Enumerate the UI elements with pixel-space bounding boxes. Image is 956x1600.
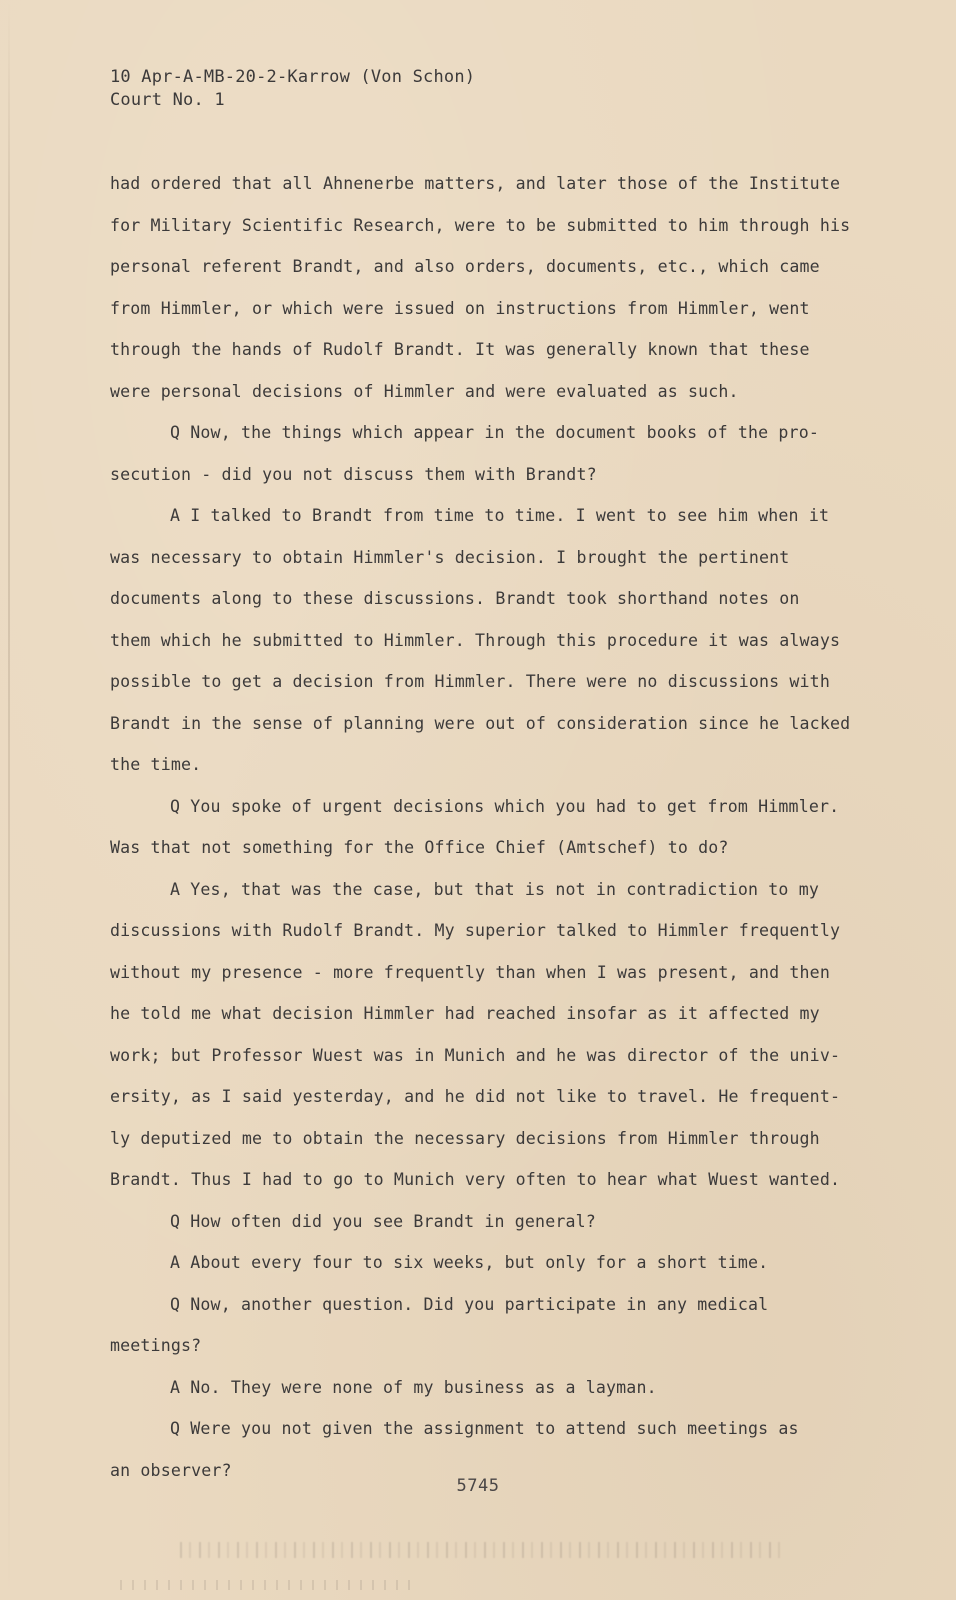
transcript-line: through the hands of Rudolf Brandt. It was generally known that these <box>110 340 810 359</box>
transcript-line: discussions with Rudolf Brandt. My superior talked to Himmler frequently <box>110 921 841 940</box>
transcript-line: had ordered that all Ahnenerbe matters, and later those of the Institute <box>110 174 841 193</box>
transcript-line: documents along to these discussions. Brandt took shorthand notes on <box>110 589 800 608</box>
transcript-line: A I talked to Brandt from time to time. I went to see him when it <box>170 506 830 525</box>
transcript-line: he told me what decision Himmler had reached insofar as it affected my <box>110 1004 820 1023</box>
document-header <box>110 66 475 112</box>
transcript-line: ly deputized me to obtain the necessary decisions from Himmler through <box>110 1128 820 1148</box>
bleed-through-smudge <box>180 1542 780 1558</box>
transcript-line: possible to get a decision from Himmler. There were no discussions with <box>110 672 830 691</box>
transcript-line: Was that not something for the Office Chief (Amtschef) to do? <box>110 838 729 857</box>
transcript-line: ersity, as I said yesterday, and he did not like to travel. He frequent- <box>110 1087 841 1106</box>
transcript-line: for Military Scientific Research, were to be submitted to him through his <box>110 215 851 235</box>
transcript-line: was necessary to obtain Himmler's decision. I brought the pertinent <box>110 547 790 567</box>
transcript-line: personal referent Brandt, and also orders, documents, etc., which came <box>110 257 820 276</box>
transcript-line: Q How often did you see Brandt in general? <box>170 1211 596 1231</box>
transcript-line: A No. They were none of my business as a layman. <box>170 1377 657 1397</box>
transcript-line: Q Now, another question. Did you participate in any medical <box>170 1294 769 1314</box>
transcript-line: A Yes, that was the case, but that is not in contradiction to my <box>170 879 819 899</box>
header-case-line: 10 Apr-A-MB-20-2-Karrow (Von Schon) <box>110 67 476 87</box>
page-edge-shadow <box>8 0 10 1600</box>
transcript-line: secution - did you not discuss them with Brandt? <box>110 464 597 484</box>
page-number: 5745 <box>456 1476 500 1496</box>
transcript-line: Q Were you not given the assignment to attend such meetings as <box>170 1419 799 1438</box>
transcript-line: A About every four to six weeks, but only for a short time. <box>170 1253 769 1272</box>
transcript-line: the time. <box>110 755 202 774</box>
transcript-body <box>110 163 862 1491</box>
transcript-line: work; but Professor Wuest was in Munich and he was director of the univ- <box>110 1045 841 1065</box>
transcript-line: them which he submitted to Himmler. Through this procedure it was always <box>110 630 841 650</box>
transcript-line: meetings? <box>110 1336 202 1355</box>
header-court-line: Court No. 1 <box>110 90 225 110</box>
transcript-line: from Himmler, or which were issued on instructions from Himmler, went <box>110 298 810 318</box>
transcript-line: Q Now, the things which appear in the document books of the pro- <box>170 423 819 442</box>
transcript-line: were personal decisions of Himmler and were evaluated as such. <box>110 381 739 401</box>
transcript-line: Brandt in the sense of planning were out of consideration since he lacked <box>110 713 851 733</box>
transcript-line: without my presence - more frequently than when I was present, and then <box>110 962 830 982</box>
transcript-line: Brandt. Thus I had to go to Munich very often to hear what Wuest wanted. <box>110 1170 841 1189</box>
transcript-line: Q You spoke of urgent decisions which you had to get from Himmler. <box>170 796 840 816</box>
transcript-line: an observer? <box>110 1460 232 1480</box>
bleed-through-smudge-lower <box>120 1580 420 1590</box>
